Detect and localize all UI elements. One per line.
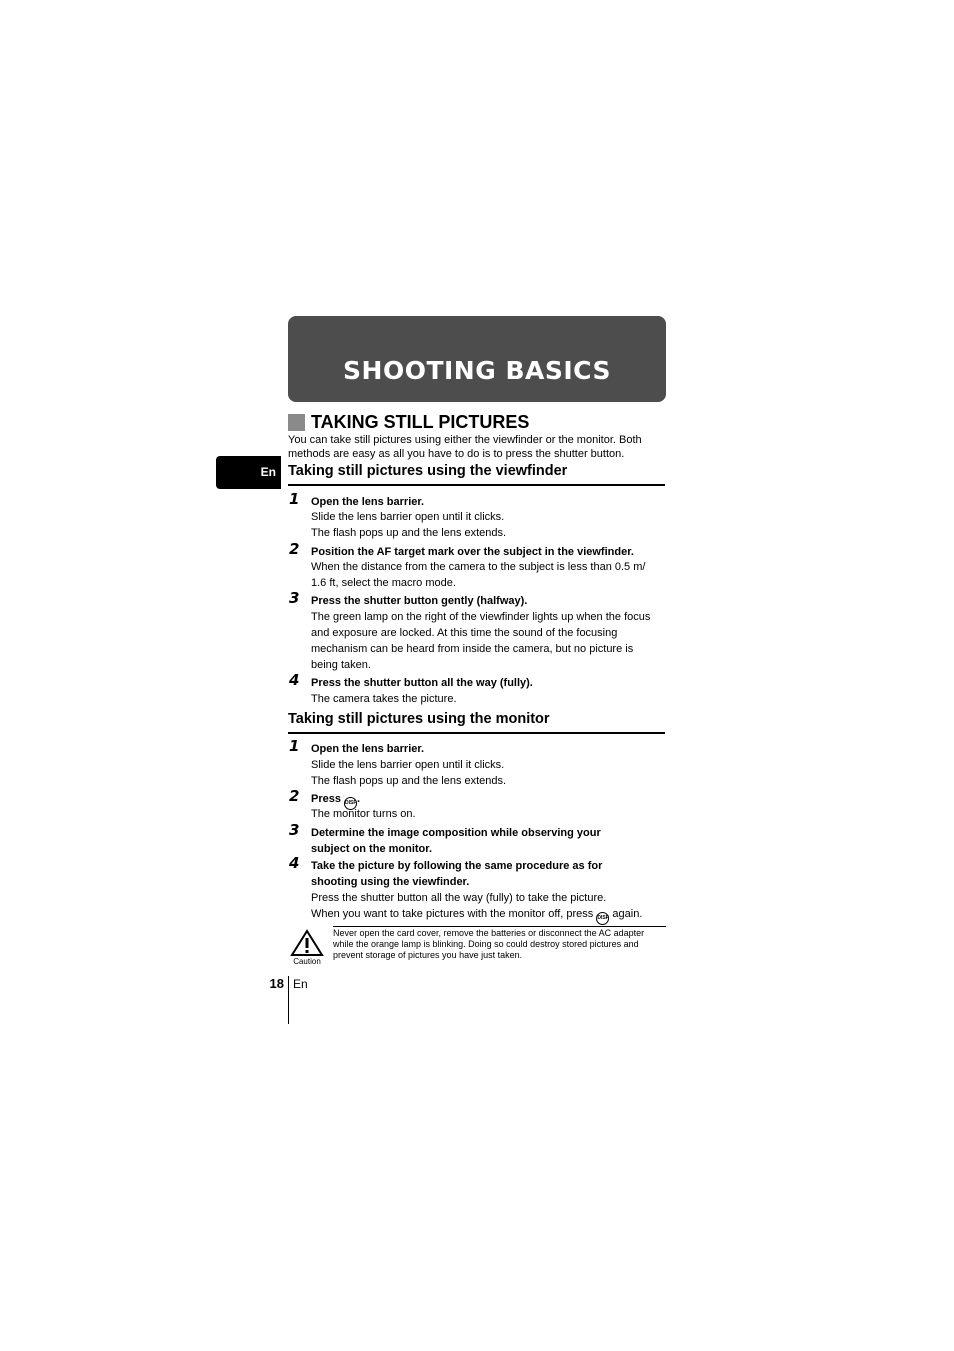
viewfinder-heading: Taking still pictures using the viewfinder: [288, 463, 665, 486]
step-title-text: Press: [311, 793, 341, 805]
step-body-line: Slide the lens barrier open until it clicks.: [311, 759, 505, 771]
language-tab-label: En: [260, 465, 276, 479]
step-title-line: Take the picture by following the same procedure as for: [311, 860, 603, 872]
step-body-line: Slide the lens barrier open until it clicks.: [311, 511, 505, 523]
chapter-title: SHOOTING BASICS: [343, 356, 611, 385]
step-body-text: again.: [612, 908, 643, 920]
step-number: 4: [289, 854, 300, 872]
step-title: Press the shutter button gently (halfway).: [311, 595, 528, 607]
step-number: 3: [289, 589, 300, 607]
step-number: 2: [289, 540, 300, 558]
step-body-line: The monitor turns on.: [311, 808, 416, 820]
step-title: [311, 858, 671, 890]
section-intro: [288, 433, 668, 461]
intro-line: You can take still pictures using either the viewfinder or the monitor. Both: [288, 434, 642, 446]
step-body-line: [311, 906, 661, 925]
caution-line: while the orange lamp is blinking. Doing so could destroy stored pictures and: [333, 939, 639, 949]
step-number: 3: [289, 821, 300, 839]
caution-text: [333, 926, 666, 961]
step-body: [311, 509, 661, 541]
step-body-line: 1.6 ft, select the macro mode.: [311, 577, 456, 589]
caution-line: prevent storage of pictures you have just taken.: [333, 950, 523, 960]
footer-language: En: [293, 977, 308, 991]
monitor-button-icon: DISP: [596, 912, 609, 925]
monitor-heading: Taking still pictures using the monitor: [288, 711, 665, 734]
caution-line: Never open the card cover, remove the batteries or disconnect the AC adapter: [333, 928, 645, 938]
caution-label: Caution: [293, 957, 321, 966]
step-body-line: When the distance from the camera to the subject is less than 0.5 m/: [311, 561, 646, 573]
step-title: Position the AF target mark over the subject in the viewfinder.: [311, 546, 634, 558]
step-body-line: mechanism can be heard from inside the camera, but no picture is: [311, 643, 634, 655]
intro-line: methods are easy as all you have to do is to press the shutter button.: [288, 448, 625, 460]
step-body-line: Press the shutter button all the way (fully) to take the picture.: [311, 892, 607, 904]
step-body-line: and exposure are locked. At this time the sound of the focusing: [311, 627, 618, 639]
page-number: 18: [269, 976, 284, 991]
step-number: 1: [289, 737, 300, 755]
step-number: 2: [289, 787, 300, 805]
step-body-line: The camera takes the picture.: [311, 693, 457, 705]
step-body-line: being taken.: [311, 659, 371, 671]
step-title: Press the shutter button all the way (fully).: [311, 677, 533, 689]
step-title: [311, 825, 671, 857]
section-title: TAKING STILL PICTURES: [311, 411, 530, 432]
step-title-line: Determine the image composition while observing your: [311, 827, 601, 839]
step-title: Open the lens barrier.: [311, 743, 425, 755]
step-body: [311, 609, 661, 673]
language-tab: [216, 456, 281, 489]
step-body-text: When you want to take pictures with the monitor off, press: [311, 908, 594, 920]
chapter-header: [288, 316, 666, 402]
step-title-text: .: [357, 793, 361, 805]
step-body-line: The green lamp on the right of the viewfinder lights up when the focus: [311, 611, 651, 623]
footer-divider: [288, 976, 289, 1024]
step-body: [311, 757, 661, 789]
step-body-line: The flash pops up and the lens extends.: [311, 775, 507, 787]
section-heading: [288, 411, 529, 433]
step-title-line: shooting using the viewfinder.: [311, 876, 470, 888]
step-number: 4: [289, 671, 300, 689]
step-title-line: subject on the monitor.: [311, 843, 433, 855]
section-marker-icon: [288, 414, 305, 431]
step-body: [311, 559, 661, 591]
monitor-button-icon: DISP: [344, 797, 357, 810]
step-number: 1: [289, 490, 300, 508]
step-body-line: The flash pops up and the lens extends.: [311, 527, 507, 539]
step-body: [311, 806, 661, 822]
step-title: Open the lens barrier.: [311, 496, 425, 508]
step-body: [311, 890, 661, 925]
step-body: [311, 691, 661, 707]
